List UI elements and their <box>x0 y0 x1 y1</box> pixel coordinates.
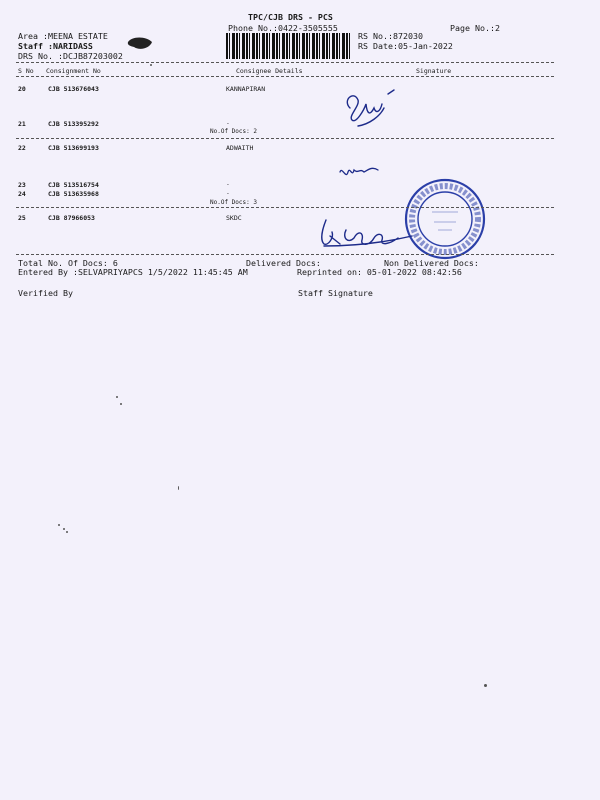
scan-speck <box>63 528 65 530</box>
phone-number: Phone No.:0422-3505555 <box>228 23 338 33</box>
table-row-consignment: CJB 513635968 <box>48 190 99 198</box>
table-row-consignee: KANNAPIRAN <box>226 85 266 93</box>
table-row-consignee: . <box>226 118 230 126</box>
barcode <box>226 33 350 59</box>
table-row-consignment: CJB 87966053 <box>48 214 95 222</box>
verified-by-label: Verified By <box>18 288 73 298</box>
table-row-consignment: CJB 513516754 <box>48 181 99 189</box>
docs-count-note: No.Of Docs: 2 <box>210 128 257 135</box>
delivered-docs: Delivered Docs: <box>246 258 321 268</box>
column-header-signature: Signature <box>416 67 452 75</box>
divider <box>16 76 554 77</box>
staff-signature-label: Staff Signature <box>298 288 373 298</box>
scan-speck <box>484 684 487 687</box>
table-row-consignment: CJB 513699193 <box>48 144 99 152</box>
drs-number: DRS No. :DCJB87203002 <box>18 51 123 61</box>
rs-number: RS No.:872030 <box>358 31 423 41</box>
column-header-consignee: Consignee Details <box>236 67 303 75</box>
scan-speck <box>178 486 179 490</box>
divider <box>16 138 554 139</box>
table-row-consignee: ADWAITH <box>226 144 254 152</box>
signature-scribble-icon <box>340 86 400 136</box>
table-row-consignment: CJB 513395292 <box>48 120 99 128</box>
scan-speck <box>120 403 122 405</box>
table-row-sno: 21 <box>18 120 26 128</box>
divider <box>16 207 554 208</box>
table-row-sno: 22 <box>18 144 26 152</box>
company-seal-stamp-icon <box>402 176 488 262</box>
total-docs: Total No. Of Docs: 6 <box>18 258 118 268</box>
entered-by: Entered By :SELVAPRIYAPCS 1/5/2022 11:45:45 AM <box>18 267 248 277</box>
divider <box>16 62 554 63</box>
table-row-sno: 23 <box>18 181 26 189</box>
scan-speck <box>66 531 68 533</box>
reprinted-on: Reprinted on: 05-01-2022 08:42:56 <box>297 267 462 277</box>
area-label: Area :MEENA ESTATE <box>18 31 108 41</box>
table-row-consignment: CJB 513676043 <box>48 85 99 93</box>
page-number: Page No.:2 <box>450 23 500 33</box>
docs-count-note: No.Of Docs: 3 <box>210 199 257 206</box>
table-row-consignee: . <box>226 179 230 187</box>
signature-scribble-icon <box>338 160 388 186</box>
table-row-consignee: . <box>226 188 230 196</box>
table-row-sno: 24 <box>18 190 26 198</box>
speck <box>150 64 152 66</box>
rs-date: RS Date:05-Jan-2022 <box>358 41 453 51</box>
signature-scribble-icon <box>318 216 414 250</box>
divider <box>16 254 554 255</box>
scan-speck <box>58 524 60 526</box>
staff-label: Staff :NARIDASS <box>18 41 93 51</box>
table-row-sno: 20 <box>18 85 26 93</box>
column-header-consignment: Consignment No <box>46 67 101 75</box>
column-header-sno: S No <box>18 67 34 75</box>
table-row-sno: 25 <box>18 214 26 222</box>
ink-smudge-icon <box>126 36 154 52</box>
non-delivered-docs: Non Delivered Docs: <box>384 258 479 268</box>
scan-speck <box>116 396 118 398</box>
table-row-consignee: SKDC <box>226 214 242 222</box>
document-title: TPC/CJB DRS - PCS <box>248 12 333 22</box>
